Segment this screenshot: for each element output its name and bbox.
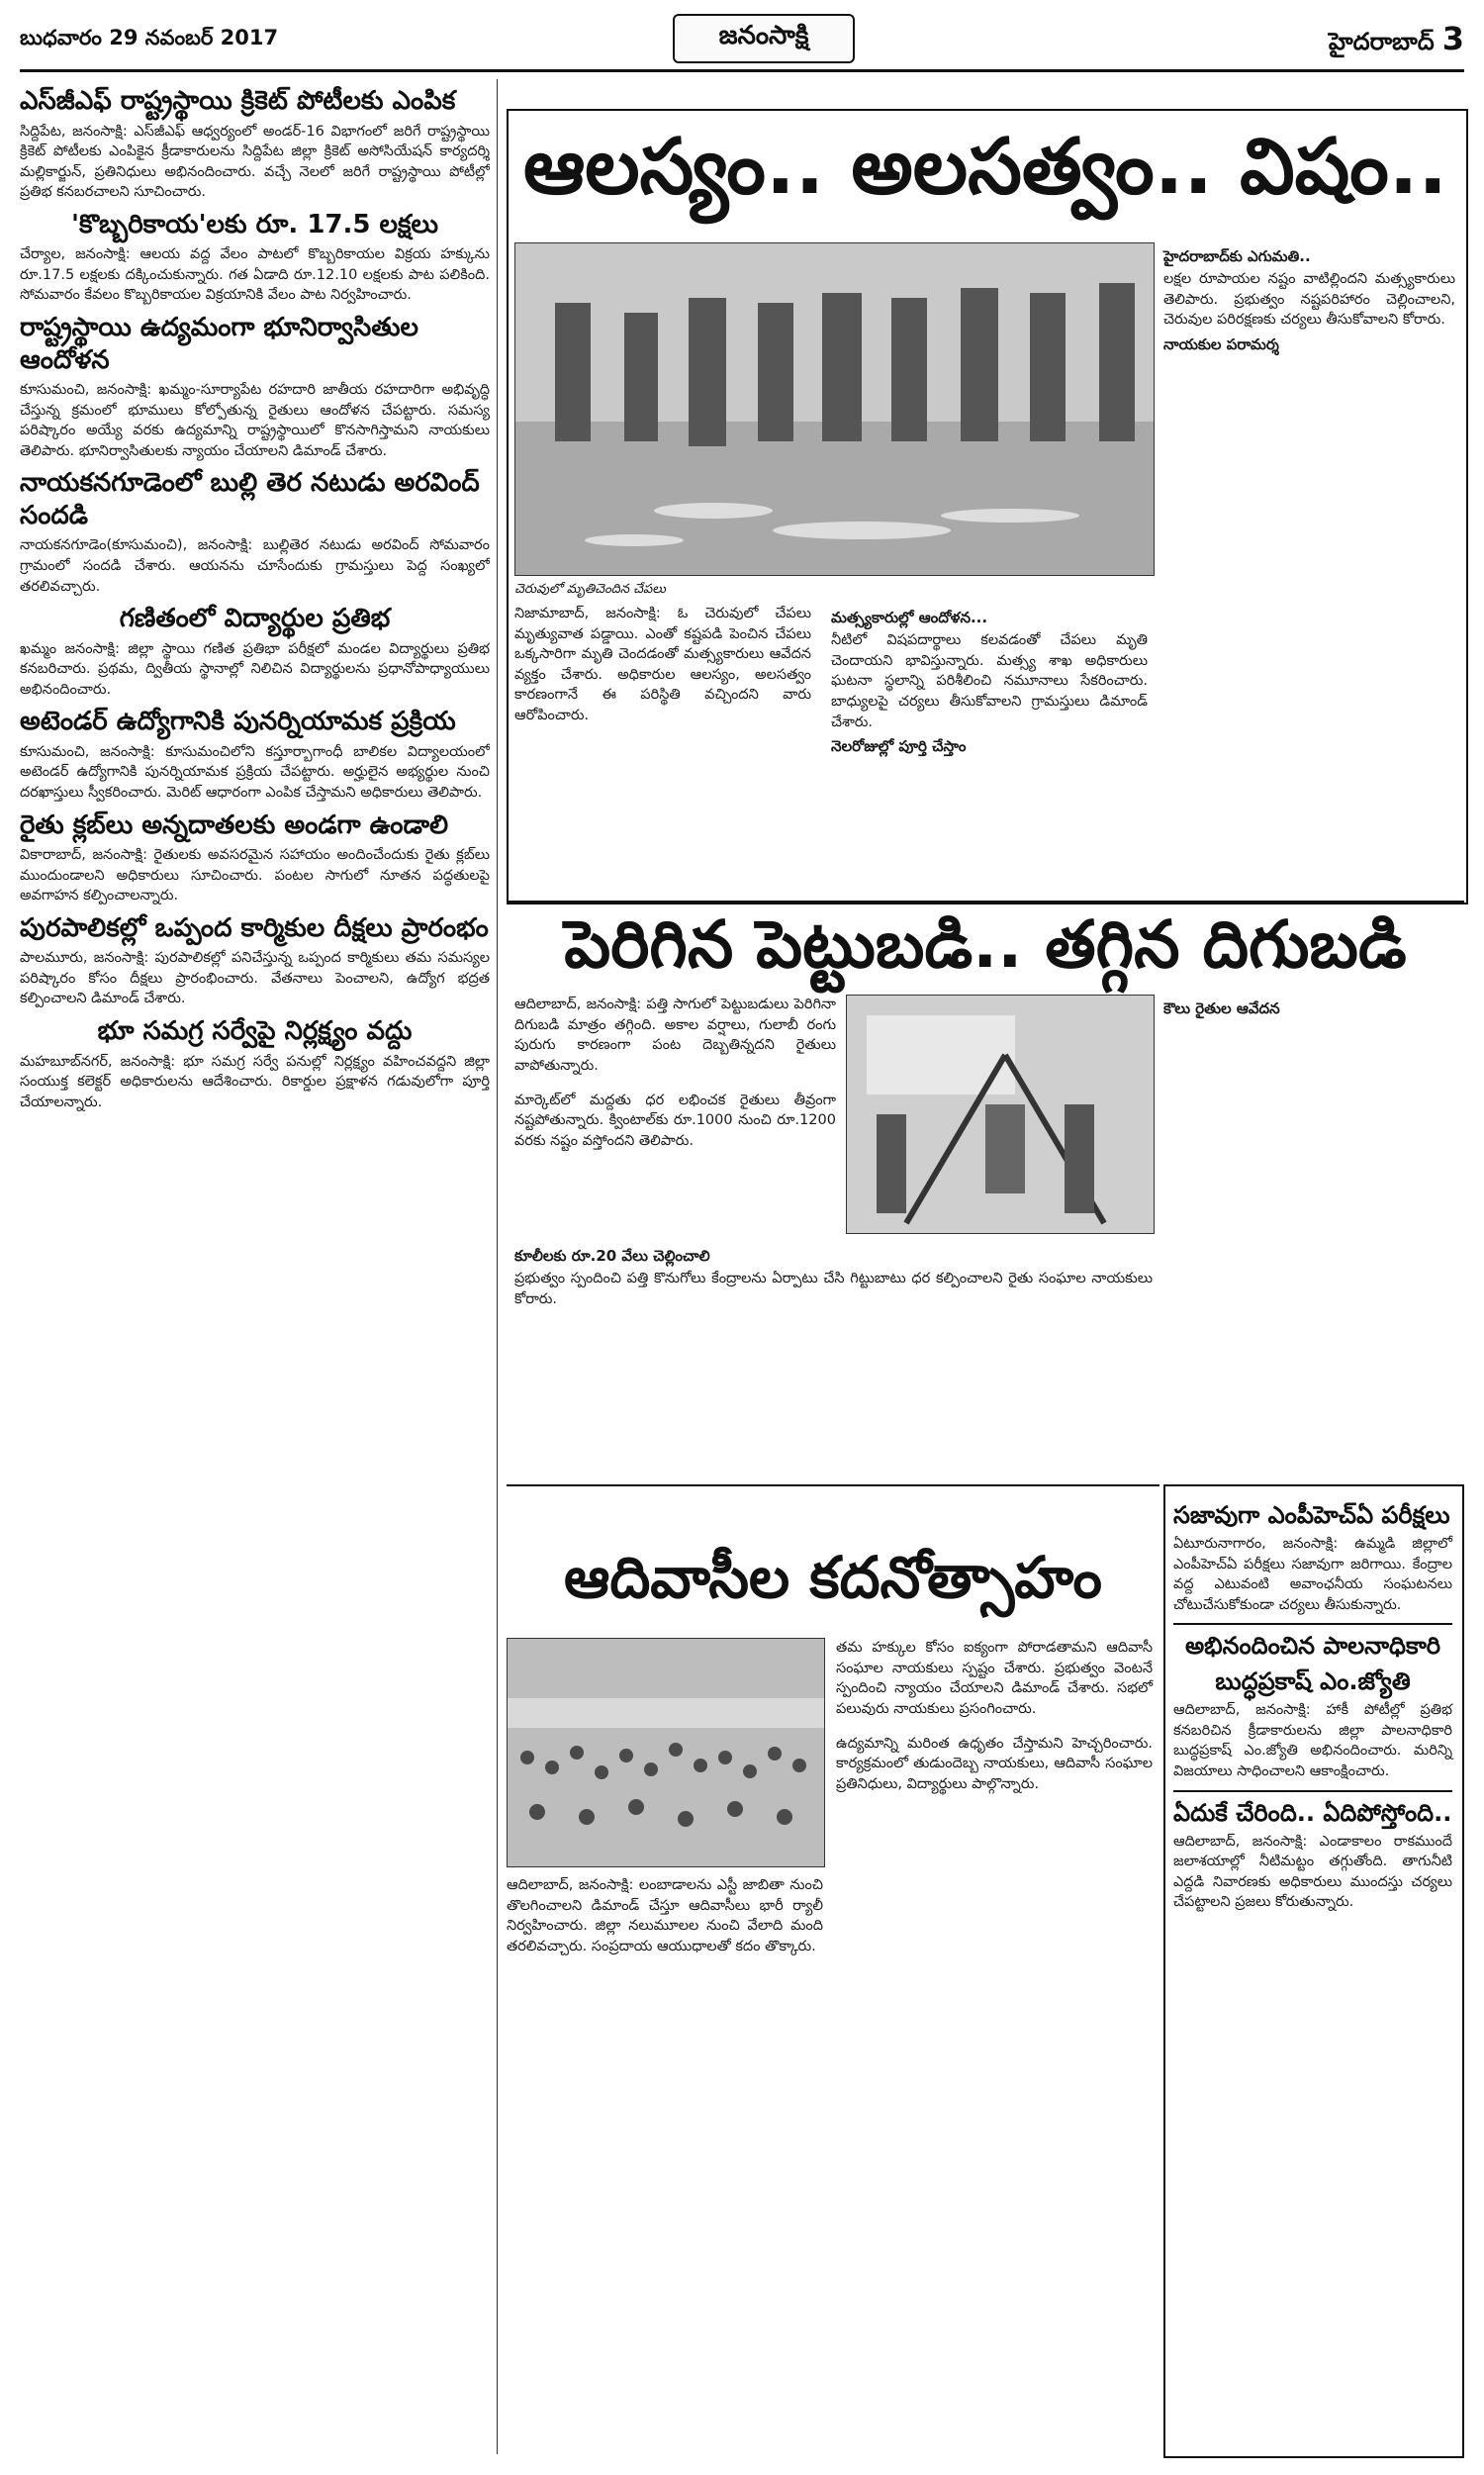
headline-maths: గణితంలో విద్యార్థుల ప్రతిభ — [119, 604, 391, 634]
collector-name: బుద్ధప్రకాష్ ఎం.జ్యోతి — [1215, 1667, 1411, 1696]
article-coconut: చేర్యాల, జనంసాక్షి: ఆలయ వద్ద వేలం పాటలో కొబ్బరికాయల విక్రయ హక్కును రూ.17.5 లక్షలకు దక్కించుకున్నారు. గత ఏడాది రూ.12.10 లక్షలకు పాట పలికింది. సోమవారం కేవలం కొబ్బరికాయల విక్రయానికి వేలం పాట నిర్వహించారు. — [20, 246, 490, 304]
bottom-story-col-2 — [836, 1638, 1153, 1809]
middle-story-body-3: ప్రభుత్వం స్పందించి పత్తి కొనుగోలు కేంద్రాలను ఏర్పాటు చేసి గిట్టుబాటు ధర కల్పించాలని రైతు సంఘాల నాయకులు కోరారు. — [514, 1271, 1153, 1307]
left-column — [20, 79, 490, 2454]
bottom-story-headline: ఆదివాసీల కదనోత్సాహం — [564, 1544, 1102, 1611]
article-municipal-workers: పాలమూరు, జనంసాక్షి: పురపాలికల్లో పనిచేస్తున్న ఒప్పంద కార్మికులు తమ సమస్యల పరిష్కారం కోసం దీక్షలు ప్రారంభించారు. వేతనాలు పెంచాలని, ఉద్యోగ భద్రత కల్పించాలని డిమాండ్ చేశారు. — [20, 950, 490, 1007]
article-cricket: సిద్దిపేట, జనంసాక్షి: ఎస్‌జీఎఫ్ ఆధ్వర్యంలో అండర్‌-16 విభాగంలో జరిగే రాష్ట్రస్థాయి క్రికెట్ పోటీలకు ఎంపికైన క్రీడాకారులను సిద్దిపేట జిల్లా క్రికెట్ అసోసియేషన్ కార్యదర్శి మల్లికార్జున్, ప్రతినిధులు అభినందించారు. వచ్చే నెలలో జరిగే రాష్ట్రస్థాయి పోటీల్లో ప్రతిభ కనబరచాలని సూచించారు. — [20, 123, 490, 201]
middle-story-sub-2: కౌలు రైతుల ఆవేదన — [1163, 1000, 1280, 1017]
newspaper-logo: జనంసాక్షి — [673, 14, 855, 63]
headline-municipal-workers: పురపాలికల్లో ఒప్పంద కార్మికుల దీక్షలు ప్రారంభం — [20, 912, 489, 943]
top-story-photo-caption: చెరువులో మృతిచెందిన చేపలు — [514, 582, 666, 597]
edition-city — [1329, 20, 1464, 61]
bottom-story-col-1 — [507, 1875, 823, 1956]
article-actor: నాయకనగూడెం(కూసుమంచి), జనంసాక్షి: బుల్లితెర నటుడు అరవింద్ సోమవారం గ్రామంలో సందడి చేశారు. ఆయనను చూసేందుకు గ్రామస్తులు పెద్ద సంఖ్యలో తరలివచ్చారు. — [20, 537, 490, 595]
headline-land-agitation: రాష్ట్రస్థాయి ఉద్యమంగా భూనిర్వాసితుల ఆందోళన — [20, 313, 418, 375]
headline-cricket: ఎస్‌జీఎఫ్ రాష్ట్రస్థాయి క్రికెట్ పోటీలకు ఎంపిక — [20, 86, 456, 116]
city-name: హైదరాబాద్ — [1328, 28, 1435, 55]
middle-story-body-2: మార్కెట్‌లో మద్దతు ధర లభించక రైతులు తీవ్రంగా నష్టపోతున్నారు. క్వింటాల్‌కు రూ.1000 నుంచి రూ.1200 వరకు నష్టం వస్తోందని తెలిపారు. — [514, 1092, 836, 1149]
top-story-photo — [514, 242, 1155, 576]
article-farmer-clubs: వికారాబాద్, జనంసాక్షి: రైతులకు అవసరమైన సహాయం అందించేందుకు రైతు క్లబ్‌లు ముందుండాలని అధికారులు సూచించారు. పంటల సాగులో నూతన పద్ధతులపై అవగాహన కల్పించాలన్నారు. — [20, 847, 490, 904]
top-story-sub-4: నాయకుల పరామర్శ — [1163, 335, 1279, 354]
top-story-body-3: లక్షల రూపాయల నష్టం వాటిల్లిందని మత్స్యకారులు తెలిపారు. ప్రభుత్వం నష్టపరిహారం చెల్లించాలని, చెరువుల పరిరక్షణకు చర్యలు తీసుకోవాలని కోరారు. — [1163, 271, 1455, 329]
article-collector-praise: ఆదిలాబాద్, జనంసాక్షి: హాకీ పోటీల్లో ప్రతిభ కనబరిచిన క్రీడాకారులను జిల్లా పాలనాధికారి బుద్ధప్రకాష్ ఎం.జ్యోతి అభినందించారు. మరిన్ని విజయాలు సాధించాలని ఆకాంక్షించారు. — [1173, 1702, 1452, 1780]
middle-story-sub-1: కూలీలకు రూ.20 వేలు చెల్లించాలి — [514, 1247, 710, 1265]
column-divider — [497, 79, 498, 2454]
headline-farmer-clubs: రైతు క్లబ్‌లు అన్నదాతలకు అండగా ఉండాలి — [20, 809, 449, 840]
article-land-agitation: కూసుమంచి, జనంసాక్షి: ఖమ్మం-సూర్యాపేట రహదారి జాతీయ రహదారిగా అభివృద్ధి చేస్తున్న క్రమంలో భూములు కోల్పోతున్న రైతులు ఆందోళన చేపట్టారు. సమస్య పరిష్కారం అయ్యే వరకు ఉద్యమాన్ని రాష్ట్రస్థాయిలో కొనసాగిస్తామని నాయకులు తెలిపారు. భూనిర్వాసితులకు న్యాయం చేయాలని డిమాండ్ చేశారు. — [20, 382, 490, 459]
tribal-rally-illustration — [508, 1639, 824, 1866]
masthead — [20, 8, 1464, 72]
right-box-separator-2 — [1173, 1790, 1452, 1792]
top-story-body-2: నీటిలో విషపదార్థాలు కలవడంతో చేపలు మృతి చెందాయని భావిస్తున్నారు. మత్స్య శాఖ అధికారులు ఘటనా స్థలాన్ని పరిశీలించి నమూనాలు సేకరించారు. బాధ్యులపై చర్యలు తీసుకోవాలని గ్రామస్తులు డిమాండ్ చేశారు. — [831, 632, 1148, 730]
middle-story-headline: పెరిగిన పెట్టుబడి.. తగ్గిన దిగుబడి — [564, 906, 1407, 983]
headline-collector-praise: అభినందించిన పాలనాధికారి — [1184, 1632, 1441, 1661]
bottom-story-photo — [507, 1638, 825, 1867]
middle-story-photo — [846, 995, 1155, 1234]
headline-coconut: 'కొబ్బరికాయ'లకు రూ. 17.5 లక్షలు — [71, 209, 438, 239]
top-story-body-1: నిజామాబాద్, జనంసాక్షి: ఓ చెరువులో చేపలు మృత్యువాత పడ్డాయి. ఎంతో కష్టపడి పెంచిన చేపలు ఒక్కసారిగా మృతి చెందడంతో మత్స్యకారులు ఆవేదన వ్యక్తం చేశారు. అధికారుల ఆలస్యం, అలసత్వం కారణంగానే ఈ పరిస్థితి వచ్చిందని వారు ఆరోపించారు. — [514, 606, 811, 723]
top-story-headline: ఆలస్యం.. అలసత్వం.. విషం.. — [522, 123, 1448, 212]
fishermen-pond-illustration — [515, 243, 1154, 575]
right-box-content — [1173, 1494, 1452, 1917]
top-story-sub-2: నెలరోజుల్లో పూర్తి చేస్తాం — [831, 737, 967, 756]
top-story-sub-1: మత్స్యకారుల్లో ఆందోళన... — [831, 609, 988, 626]
headline-land-survey: భూ సమగ్ర సర్వేపై నిర్లక్ష్యం వద్దు — [97, 1016, 413, 1047]
top-story-text-right — [1163, 242, 1455, 357]
top-story-col-2 — [831, 604, 1148, 759]
right-box-separator-1 — [1173, 1623, 1452, 1625]
middle-story-col-3 — [1163, 995, 1455, 1021]
middle-story-col-1 — [514, 995, 836, 1166]
article-water-level: ఆదిలాబాద్, జనంసాక్షి: ఎండాకాలం రాకముందే జలాశయాల్లో నీటిమట్టం తగ్గుతోంది. తాగునీటి ఎద్దడి నివారణకు అధికారులు ముందస్తు చర్యలు చేపట్టాలని ప్రజలు కోరుతున్నారు. — [1173, 1833, 1452, 1911]
bottom-story-body-3: ఉద్యమాన్ని మరింత ఉధృతం చేస్తామని హెచ్చరించారు. కార్యక్రమంలో తుడుందెబ్బ నాయకులు, ఆదివాసీ సంఘాల ప్రతినిధులు, విద్యార్థులు పాల్గొన్నారు. — [836, 1735, 1153, 1792]
headline-water-level: ఏదుకే చేరింది.. ఏదిపోస్తోంది.. — [1173, 1798, 1452, 1827]
article-attender: కూసుమంచి, జనంసాక్షి: కూసుమంచిలోని కస్తూర్బాగాంధీ బాలికల విద్యాలయంలో అటెండర్ ఉద్యోగానికి పునర్నియామక ప్రక్రియ చేపట్టారు. అర్హులైన అభ్యర్థుల నుంచి దరఖాస్తులు స్వీకరించారు. మెరిట్ ఆధారంగా ఎంపిక చేస్తామని అధికారులు తెలిపారు. — [20, 743, 490, 801]
page-number: 3 — [1441, 20, 1464, 57]
top-story-sub-3: హైదరాబాద్‌కు ఎగుమతి.. — [1163, 247, 1311, 265]
article-mpha-exams: ఏటూరునాగారం, జనంసాక్షి: ఉమ్మడి జిల్లాలో ఎంపీహెచ్‌ఏ పరీక్షలు సజావుగా జరిగాయి. కేంద్రాల వద్ద ఎటువంటి అవాంఛనీయ సంఘటనలు చోటుచేసుకోకుండా చర్యలు తీసుకున్నారు. — [1173, 1536, 1452, 1613]
issue-date: బుధవారం 29 నవంబర్ 2017 — [20, 26, 279, 49]
cotton-weighing-illustration — [847, 996, 1154, 1233]
middle-story-divider — [507, 1484, 1159, 1486]
bottom-story-body-2: తమ హక్కుల కోసం ఐక్యంగా పోరాడతామని ఆదివాసీ సంఘాల నాయకులు స్పష్టం చేశారు. ప్రభుత్వం వెంటనే స్పందించి న్యాయం చేయాలని డిమాండ్ చేశారు. సభలో పలువురు నాయకులు ప్రసంగించారు. — [836, 1640, 1153, 1717]
middle-story-body-1: ఆదిలాబాద్, జనంసాక్షి: పత్తి సాగులో పెట్టుబడులు పెరిగినా దిగుబడి మాత్రం తగ్గింది. అకాల వర్షాలు, గులాబీ రంగు పురుగు కారణంగా పంట దెబ్బతిన్నదని రైతులు వాపోతున్నారు. — [514, 997, 836, 1074]
headline-mpha-exams: సజావుగా ఎంపీహెచ్‌ఏ పరీక్షలు — [1173, 1501, 1450, 1529]
headline-attender: అటెండర్ ఉద్యోగానికి పునర్నియామక ప్రక్రియ — [20, 707, 456, 737]
bottom-story-body-1: ఆదిలాబాద్, జనంసాక్షి: లంబాడాలను ఎస్టీ జాబితా నుంచి తొలగించాలని డిమాండ్ చేస్తూ ఆదివాసీలు భారీ ర్యాలీ నిర్వహించారు. జిల్లా నలుమూలల నుంచి వేలాది మంది తరలివచ్చారు. సంప్రదాయ ఆయుధాలతో కదం తొక్కారు. — [507, 1877, 823, 1954]
top-story-col-1 — [514, 604, 811, 725]
headline-actor: నాయకనగూడెంలో బుల్లి తెర నటుడు అరవింద్ సందడి — [20, 468, 480, 530]
article-maths: ఖమ్మం జనంసాక్షి: జిల్లా స్థాయి గణిత ప్రతిభా పరీక్షలో మండల విద్యార్థులు ప్రతిభ కనబరిచారు. ప్రథమ, ద్వితీయ స్థానాల్లో నిలిచిన విద్యార్థులను ప్రధానోపాధ్యాయులు అభినందించారు. — [20, 640, 490, 698]
middle-story-col-2 — [514, 1242, 1153, 1309]
article-land-survey: మహబూబ్‌నగర్, జనంసాక్షి: భూ సమగ్ర సర్వే పనుల్లో నిర్లక్ష్యం వహించవద్దని జిల్లా సంయుక్త కలెక్టర్ అధికారులను ఆదేశించారు. రికార్డుల ప్రక్షాళన గడువులోగా పూర్తి చేయాలన్నారు. — [20, 1053, 490, 1110]
top-story-divider — [507, 901, 1464, 903]
